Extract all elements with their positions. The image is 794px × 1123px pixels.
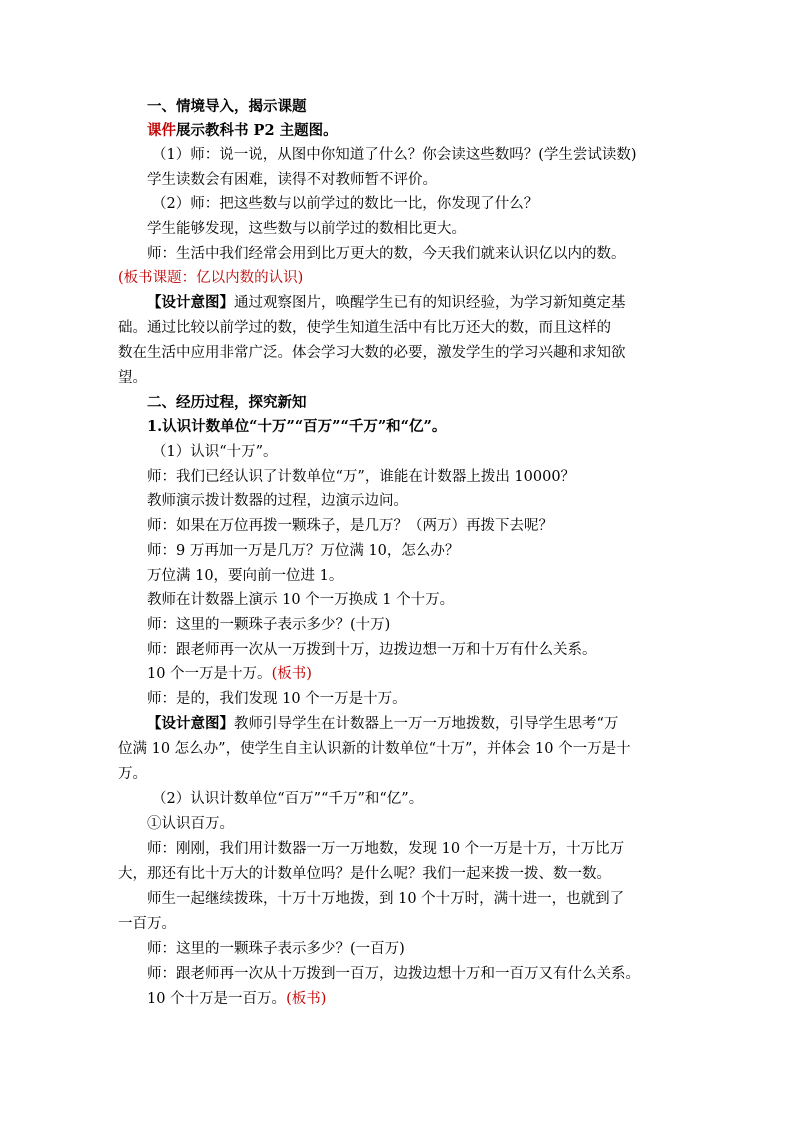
board-title: (板书课题：亿以内数的认识) <box>118 270 304 286</box>
paragraph: （1）认识“十万”。 <box>152 444 278 460</box>
paragraph: 万。 <box>118 766 147 782</box>
paragraph-text: 10 个一万是十万。 <box>147 666 272 682</box>
paragraph: 学生读数会有困难，读得不对教师暂不评价。 <box>147 172 437 188</box>
paragraph: 础。通过比较以前学过的数，使学生知道生活中有比万还大的数，而且这样的 <box>118 320 611 336</box>
paragraph: 师生一起继续拨珠，十万十万地拨，到 10 个十万时，满十进一，也就到了 <box>147 891 625 907</box>
paragraph: 师：跟老师再一次从十万拨到一百万，边拨边想十万和一百万又有什么关系。 <box>147 966 640 982</box>
paragraph: 师：生活中我们经常会用到比万更大的数，今天我们就来认识亿以内的数。 <box>147 246 626 262</box>
design-intent-label: 【设计意图】 <box>147 715 234 732</box>
design-intent-line <box>147 293 626 313</box>
section1-heading: 一、情境导入，揭示课题 <box>147 98 307 115</box>
paragraph-text: 10 个十万是一百万。 <box>147 991 287 1007</box>
paragraph: 师：这里的一颗珠子表示多少？(十万) <box>147 617 391 633</box>
paragraph: （1）师：说一说，从图中你知道了什么？你会读这些数吗？(学生尝试读数) <box>152 147 637 163</box>
design-intent-line <box>147 714 618 734</box>
paragraph <box>147 664 312 684</box>
courseware-text: 展示教科书 P2 主题图。 <box>176 122 338 139</box>
paragraph: 位满 10 怎么办”，使学生自主认识新的计数单位“十万”，并体会 10 个一万是十 <box>118 741 631 757</box>
paragraph: 师：如果在万位再拨一颗珠子，是几万？（两万）再拨下去呢？ <box>147 518 553 534</box>
paragraph <box>147 989 326 1009</box>
paragraph: 师：这里的一颗珠子表示多少？(一百万) <box>147 941 405 957</box>
design-intent-text: 教师引导学生在计数器上一万一万地拨数，引导学生思考“万 <box>234 716 619 732</box>
paragraph: 师：刚刚，我们用计数器一万一万地数，发现 10 个一万是十万，十万比万 <box>147 841 625 857</box>
design-intent-text: 通过观察图片，唤醒学生已有的知识经验，为学习新知奠定基 <box>234 295 626 311</box>
paragraph: 师：是的，我们发现 10 个一万是十万。 <box>147 691 407 707</box>
paragraph: 教师在计数器上演示 10 个一万换成 1 个十万。 <box>147 592 455 608</box>
paragraph: 大，那还有比十万大的计数单位吗？是什么呢？我们一起来拨一拨、数一数。 <box>118 866 611 882</box>
paragraph: 教师演示拨计数器的过程，边演示边问。 <box>147 493 408 509</box>
paragraph: 学生能够发现，这些数与以前学过的数相比更大。 <box>147 221 466 237</box>
paragraph: 一百万。 <box>118 916 176 932</box>
paragraph: 望。 <box>118 370 147 386</box>
design-intent-label: 【设计意图】 <box>147 294 234 311</box>
paragraph: 师：9 万再加一万是几万？万位满 10，怎么办？ <box>147 543 460 559</box>
paragraph: ①认识百万。 <box>147 816 234 832</box>
paragraph: 师：跟老师再一次从一万拨到十万，边拨边想一万和十万有什么关系。 <box>147 642 597 658</box>
courseware-line <box>147 121 338 141</box>
courseware-label: 课件 <box>147 122 176 139</box>
paragraph: 数在生活中应用非常广泛。体会学习大数的必要，激发学生的学习兴趣和求知欲 <box>118 345 626 361</box>
paragraph: 师：我们已经认识了计数单位“万”，谁能在计数器上拨出 10000？ <box>147 469 576 485</box>
section2-heading: 二、经历过程，探究新知 <box>147 394 307 411</box>
paragraph: （2）师：把这些数与以前学过的数比一比，你发现了什么？ <box>152 196 539 212</box>
board-note: (板书) <box>271 666 312 682</box>
subheading: 1.认识计数单位“十万”“百万”“千万”和“亿”。 <box>147 418 447 435</box>
board-note: (板书) <box>286 991 327 1007</box>
paragraph: （2）认识计数单位“百万”“千万”和“亿”。 <box>152 791 424 807</box>
paragraph: 万位满 10，要向前一位进 1。 <box>147 568 344 584</box>
